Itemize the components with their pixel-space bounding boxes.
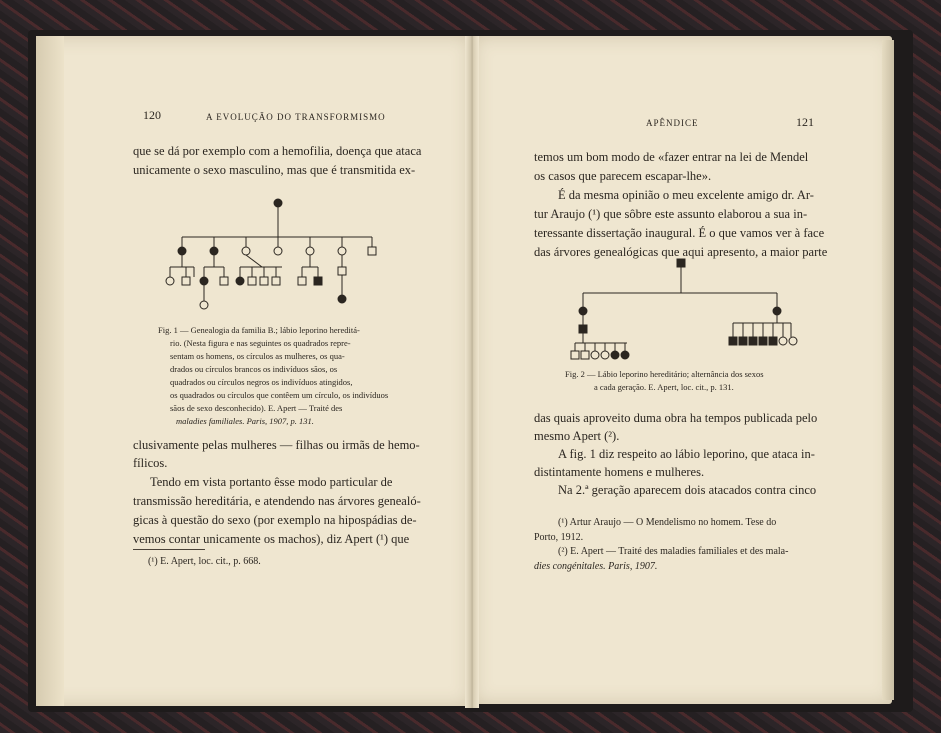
left-page-edge — [36, 36, 64, 706]
left-text-line: unicamente o sexo masculino, mas que é transmitida ex- — [133, 163, 416, 177]
right-text-line: teressante dissertação inaugural. É o que vamos ver à face — [534, 226, 825, 240]
right-text-line: distintamente homens e mulheres. — [534, 465, 705, 479]
right-text-line: das quais aproveito duma obra ha tempos publicada pelo — [534, 411, 818, 425]
figure-1-caption-line: sãos de sexo desconhecido). E. Apert — Traité des — [170, 403, 343, 413]
right-text-line: temos um bom modo de «fazer entrar na lei de Mendel — [534, 150, 809, 164]
right-footnote-line: dies congénitales. Paris, 1907. — [534, 561, 658, 572]
right-footnote-line: (²) E. Apert — Traité des maladies familiales et des mala- — [558, 546, 789, 557]
right-footnote-line: (¹) Artur Araujo — O Mendelismo no homem. Tese do — [558, 517, 777, 528]
left-footnote: (¹) E. Apert, loc. cit., p. 668. — [148, 556, 261, 567]
left-text-line: gicas à questão do sexo (por exemplo na hipospádias de- — [133, 513, 417, 527]
right-text-line: mesmo Apert (²). — [534, 429, 620, 443]
left-text-line: clusivamente pelas mulheres — filhas ou irmãs de hemo- — [133, 438, 420, 452]
left-text-line: transmissão hereditária, e atendendo nas árvores genealó- — [133, 494, 421, 508]
right-page-number: 121 — [796, 115, 814, 129]
right-text-line: das árvores genealógicas que aqui apresento, a maior parte — [534, 245, 828, 259]
figure-1-caption-line: Fig. 1 — Genealogia da familia B.; lábio leporino hereditá- — [158, 325, 360, 335]
left-text-line: que se dá por exemplo com a hemofilia, doença que ataca — [133, 144, 422, 158]
figure-1-caption-line: os quadrados ou círculos que contêem um círculo, os indivíduos — [170, 390, 389, 400]
pedigree-figure-2 — [565, 255, 805, 365]
figure-2-caption-line: Fig. 2 — Lábio leporino hereditário; alternância dos sexos — [565, 369, 764, 379]
right-footnote-line: Porto, 1912. — [534, 532, 584, 543]
figure-1-caption-line: drados ou círculos brancos os indivíduos sãos, os — [170, 364, 338, 374]
right-text-line: tur Araujo (¹) que sôbre este assunto elaborou a sua in- — [534, 207, 808, 221]
right-page-edge — [882, 40, 894, 700]
right-text-line: É da mesma opinião o meu excelente amigo dr. Ar- — [558, 188, 814, 202]
book-gutter — [465, 36, 479, 708]
left-text-line: fílicos. — [133, 456, 168, 470]
figure-1-caption-line: sentam os homens, os círculos as mulheres, os qua- — [170, 351, 345, 361]
left-text-line: Tendo em vista portanto êsse modo particular de — [150, 475, 393, 489]
left-text-line: vemos contar unicamente os machos), diz Apert (¹) que — [133, 532, 410, 546]
figure-1-caption-line: maladies familiales. Paris, 1907, p. 131. — [176, 416, 314, 426]
figure-1-caption-line: rio. (Nesta figura e nas seguintes os quadrados repre- — [170, 338, 351, 348]
figure-2-caption-line: a cada geração. E. Apert, loc. cit., p. 131. — [594, 382, 734, 392]
right-running-head: APÊNDICE — [646, 118, 699, 128]
figure-1-caption-line: quadrados ou círculos negros os indivíduos atingidos, — [170, 377, 353, 387]
pedigree-figure-1 — [160, 195, 390, 315]
right-text-line: Na 2.ª geração aparecem dois atacados contra cinco — [558, 483, 817, 497]
footnote-rule — [133, 549, 205, 550]
left-page-number: 120 — [143, 108, 161, 122]
left-running-head: A EVOLUÇÃO DO TRANSFORMISMO — [206, 112, 386, 122]
right-text-line: os casos que parecem escapar-lhe». — [534, 169, 712, 183]
right-text-line: A fig. 1 diz respeito ao lábio leporino, que ataca in- — [558, 447, 815, 461]
